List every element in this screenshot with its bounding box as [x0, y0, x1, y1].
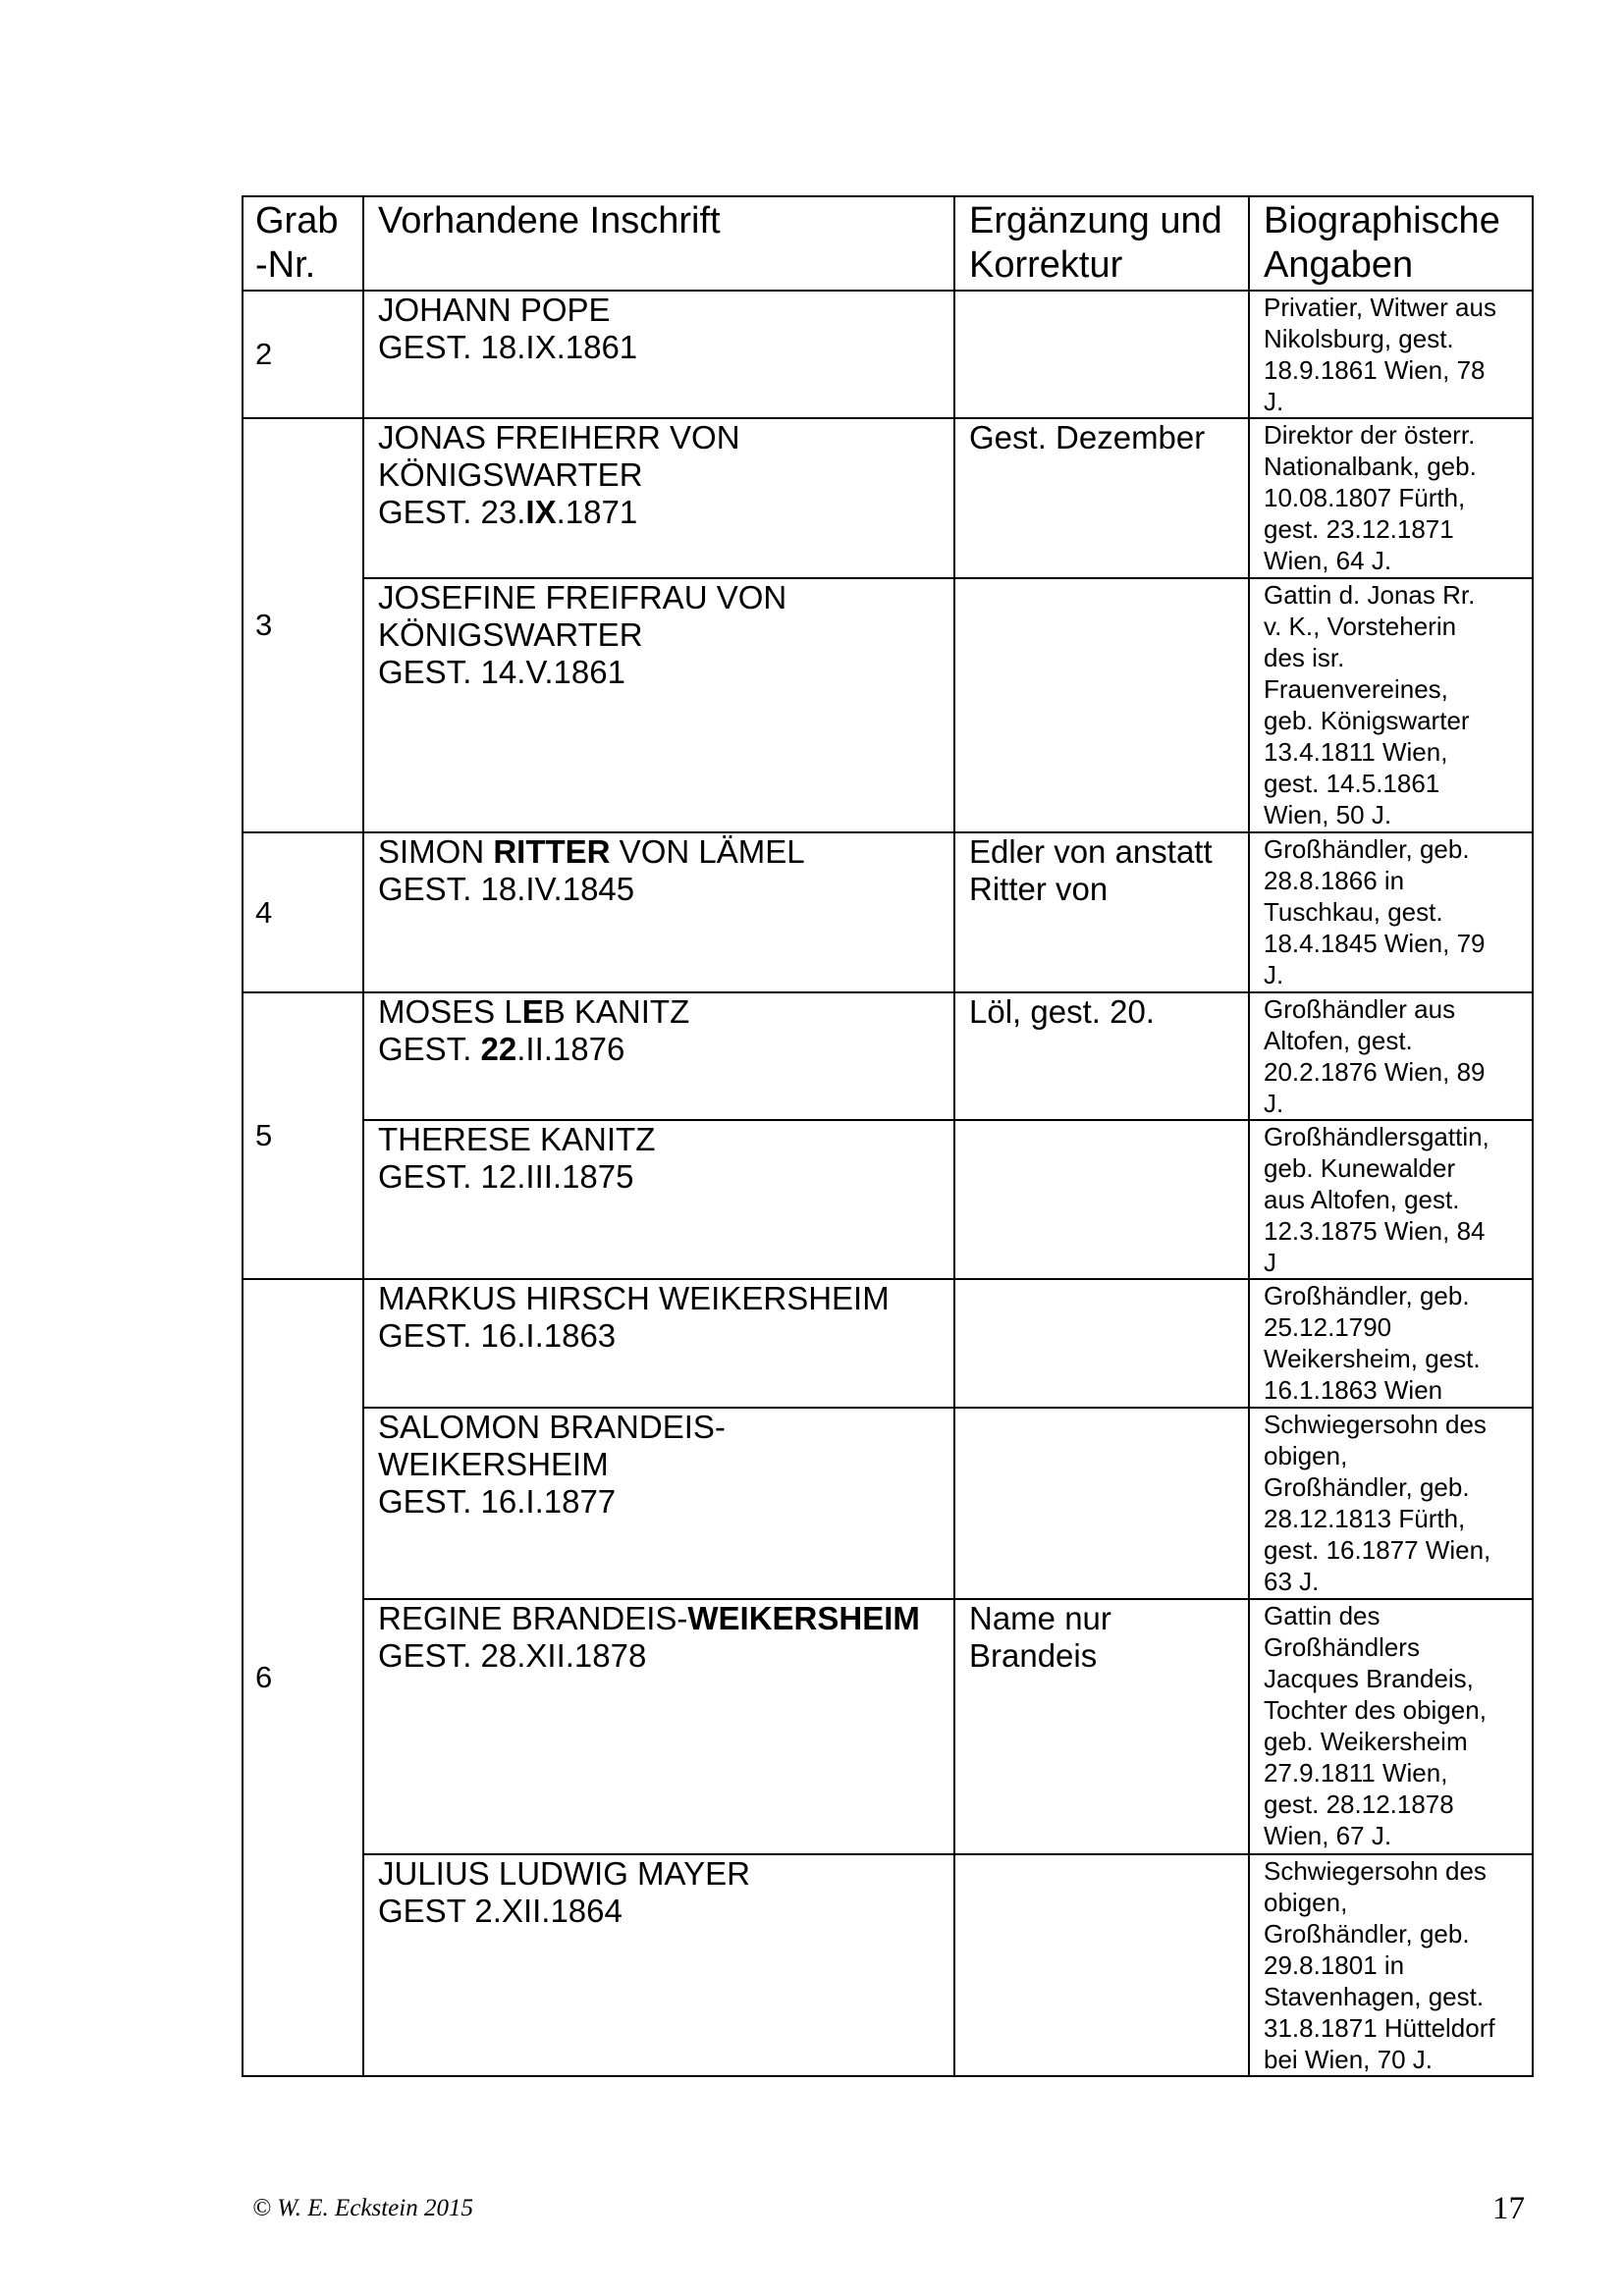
table-row: [243, 992, 1533, 1120]
inscription-line-mixed: GEST. 22.II.1876: [378, 1031, 625, 1067]
biography-cell: Großhändler, geb. 28.8.1866 in Tuschkau, gest. 18.4.1845 Wien, 79 J.: [1249, 832, 1533, 992]
page-number: 17: [1492, 2191, 1525, 2226]
grave-number: 2: [243, 291, 363, 418]
table-row: [243, 578, 1533, 832]
biography-cell: Schwiegersohn des obigen, Großhändler, geb. 29.8.1801 in Stavenhagen, gest. 31.8.1871 Hütteldorf bei Wien, 70 J.: [1249, 1854, 1533, 2076]
inscription-line-mixed: SIMON RITTER VON LÄMEL: [378, 833, 805, 870]
grave-number: 6: [243, 1279, 363, 2076]
table-row: [243, 1599, 1533, 1854]
correction-cell: [954, 1408, 1249, 1599]
biography-cell: Großhändlersgattin, geb. Kunewalder aus Altofen, gest. 12.3.1875 Wien, 84 J: [1249, 1120, 1533, 1279]
correction-cell: [954, 1279, 1249, 1408]
inscription-cell: SIMON RITTER VON LÄMEL GEST. 18.IV.1845: [363, 832, 954, 992]
inscription-line-mixed: GEST. 23.IX.1871: [378, 494, 638, 530]
inscription-cell: JOSEFINE FREIFRAU VON KÖNIGSWARTER GEST. 14.V.1861: [363, 578, 954, 832]
grave-number: 3: [243, 418, 363, 832]
grave-number: 4: [243, 832, 363, 992]
table-row: [243, 1854, 1533, 2076]
inscription-cell: JULIUS LUDWIG MAYER GEST 2.XII.1864: [363, 1854, 954, 2076]
header-inscription: Vorhandene Inschrift: [363, 196, 954, 291]
correction-cell: [954, 291, 1249, 418]
inscription-cell: JOHANN POPE GEST. 18.IX.1861: [363, 291, 954, 418]
header-correction: Ergänzung und Korrektur: [954, 196, 1249, 291]
inscription-cell: [363, 992, 954, 1120]
inscription-cell: JONAS FREIHERR VON KÖNIGSWARTER GEST. 23.IX.1871: [363, 418, 954, 578]
biography-cell: Privatier, Witwer aus Nikolsburg, gest. 18.9.1861 Wien, 78 J.: [1249, 291, 1533, 418]
table-row: [243, 1279, 1533, 1408]
inscription-cell: MARKUS HIRSCH WEIKERSHEIM GEST. 16.I.1863: [363, 1279, 954, 1408]
inscription-line-mixed: REGINE BRANDEIS-WEIKERSHEIM: [378, 1600, 920, 1636]
inscription-cell: THERESE KANITZ GEST. 12.III.1875: [363, 1120, 954, 1279]
table-row: [243, 291, 1533, 418]
biography-cell: Großhändler, geb. 25.12.1790 Weikersheim, gest. 16.1.1863 Wien: [1249, 1279, 1533, 1408]
table-row: [243, 418, 1533, 578]
header-grab-nr: Grab -Nr.: [243, 196, 363, 291]
inscription-cell: SALOMON BRANDEIS- WEIKERSHEIM GEST. 16.I.1877: [363, 1408, 954, 1599]
correction-cell: [954, 578, 1249, 832]
table-row: [243, 1120, 1533, 1279]
biography-cell: Gattin des Großhändlers Jacques Brandeis, Tochter des obigen, geb. Weikersheim 27.9.1811 Wien, gest. 28.12.1878 Wien, 67 J.: [1249, 1599, 1533, 1854]
grave-number: 5: [243, 992, 363, 1279]
inscription-cell: REGINE BRANDEIS-WEIKERSHEIM GEST. 28.XII.1878: [363, 1599, 954, 1854]
inscription-line-mixed: MOSES LEB KANITZ: [378, 993, 690, 1030]
copyright-notice: © W. E. Eckstein 2015: [252, 2195, 473, 2221]
biography-cell: Direktor der österr. Nationalbank, geb. 10.08.1807 Fürth, gest. 23.12.1871 Wien, 64 J.: [1249, 418, 1533, 578]
header-row: [243, 196, 1533, 291]
table-row: [243, 832, 1533, 992]
biography-cell: Großhändler aus Altofen, gest. 20.2.1876 Wien, 89 J.: [1249, 992, 1533, 1120]
correction-cell: Löl, gest. 20.: [954, 992, 1249, 1120]
table-row: [243, 1408, 1533, 1599]
biography-cell: Schwiegersohn des obigen, Großhändler, geb. 28.12.1813 Fürth, gest. 16.1877 Wien, 63 J.: [1249, 1408, 1533, 1599]
correction-cell: Name nur Brandeis: [954, 1599, 1249, 1854]
biography-cell: Gattin d. Jonas Rr. v. K., Vorsteherin des isr. Frauenvereines, geb. Königswarter 13.4.1811 Wien, gest. 14.5.1861 Wien, 50 J.: [1249, 578, 1533, 832]
correction-cell: [954, 1854, 1249, 2076]
correction-cell: Gest. Dezember: [954, 418, 1249, 578]
correction-cell: [954, 1120, 1249, 1279]
correction-cell: Edler von anstatt Ritter von: [954, 832, 1249, 992]
header-biography: Biographische Angaben: [1249, 196, 1533, 291]
grave-table: [242, 195, 1534, 2077]
